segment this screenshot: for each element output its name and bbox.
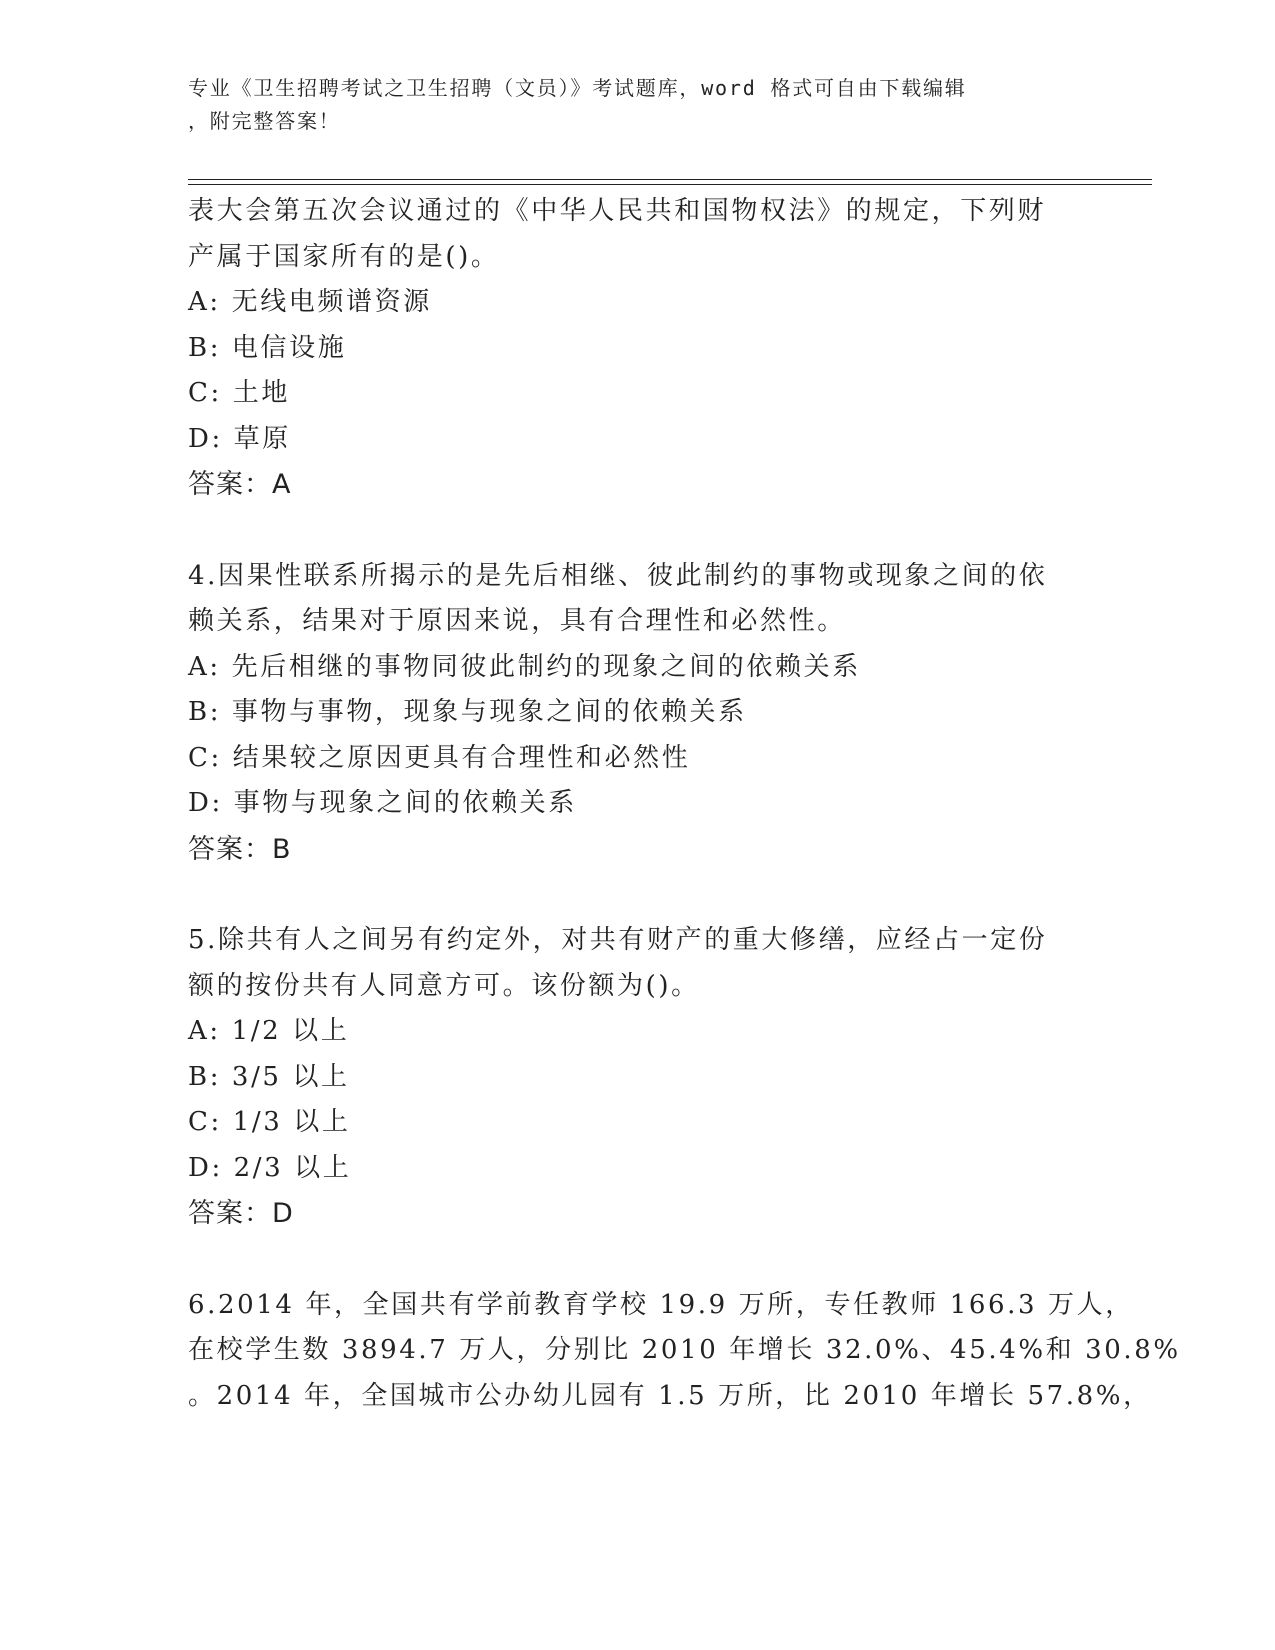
option-c: C: 结果较之原因更具有合理性和必然性 [188, 742, 691, 773]
option-a: A: 先后相继的事物同彼此制约的现象之间的依赖关系 [188, 651, 861, 682]
question-stem-line: 6.2014 年，全国共有学前教育学校 19.9 万所，专任教师 166.3 万人， [188, 1289, 1134, 1320]
question-stem-line: 表大会第五次会议通过的《中华人民共和国物权法》的规定，下列财 [188, 196, 1047, 226]
spacer [188, 1237, 1108, 1283]
question-stem-line: 5.除共有人之间另有约定外，对共有财产的重大修缮，应经占一定份 [188, 925, 1048, 955]
question-stem-line: 产属于国家所有的是()。 [188, 241, 500, 272]
option-c: C: 1/3 以上 [188, 1107, 351, 1137]
document-header [188, 72, 1088, 138]
question-list [188, 189, 1181, 1419]
question-4 [188, 554, 1108, 873]
option-a: A: 无线电频谱资源 [188, 287, 432, 317]
question-stem-line: 在校学生数 3894.7 万人，分别比 2010 年增长 32.0%、45.4%和 30.8% [188, 1335, 1181, 1365]
answer: 答案：A [188, 469, 292, 500]
header-divider-top [188, 179, 1152, 180]
question-3 [188, 189, 1108, 508]
option-d: D: 2/3 以上 [188, 1152, 352, 1183]
answer: 答案：D [188, 1198, 294, 1229]
option-a: A: 1/2 以上 [188, 1016, 350, 1046]
question-6 [188, 1283, 1181, 1420]
option-b: B: 电信设施 [188, 332, 347, 363]
question-stem-line: 。2014 年，全国城市公办幼儿园有 1.5 万所，比 2010 年增长 57.8%， [188, 1380, 1152, 1411]
option-c: C: 土地 [188, 378, 290, 408]
header-line-1: 专业《卫生招聘考试之卫生招聘（文员）》考试题库，word 格式可自由下载编辑 [188, 76, 967, 100]
header-line-2: ，附完整答案！ [188, 109, 341, 133]
spacer [188, 872, 1108, 918]
option-d: D: 事物与现象之间的依赖关系 [188, 788, 577, 818]
answer: 答案：B [188, 833, 292, 865]
option-d: D: 草原 [188, 423, 291, 454]
question-stem-line: 4.因果性联系所揭示的是先后相继、彼此制约的事物或现象之间的依 [188, 560, 1048, 591]
header-divider-bottom [188, 184, 1152, 185]
option-b: B: 事物与事物，现象与现象之间的依赖关系 [188, 697, 747, 727]
question-stem-line: 额的按份共有人同意方可。该份额为()。 [188, 970, 700, 1001]
question-5 [188, 918, 1108, 1237]
option-b: B: 3/5 以上 [188, 1061, 350, 1092]
question-stem-line: 赖关系，结果对于原因来说，具有合理性和必然性。 [188, 606, 846, 636]
spacer [188, 508, 1108, 554]
